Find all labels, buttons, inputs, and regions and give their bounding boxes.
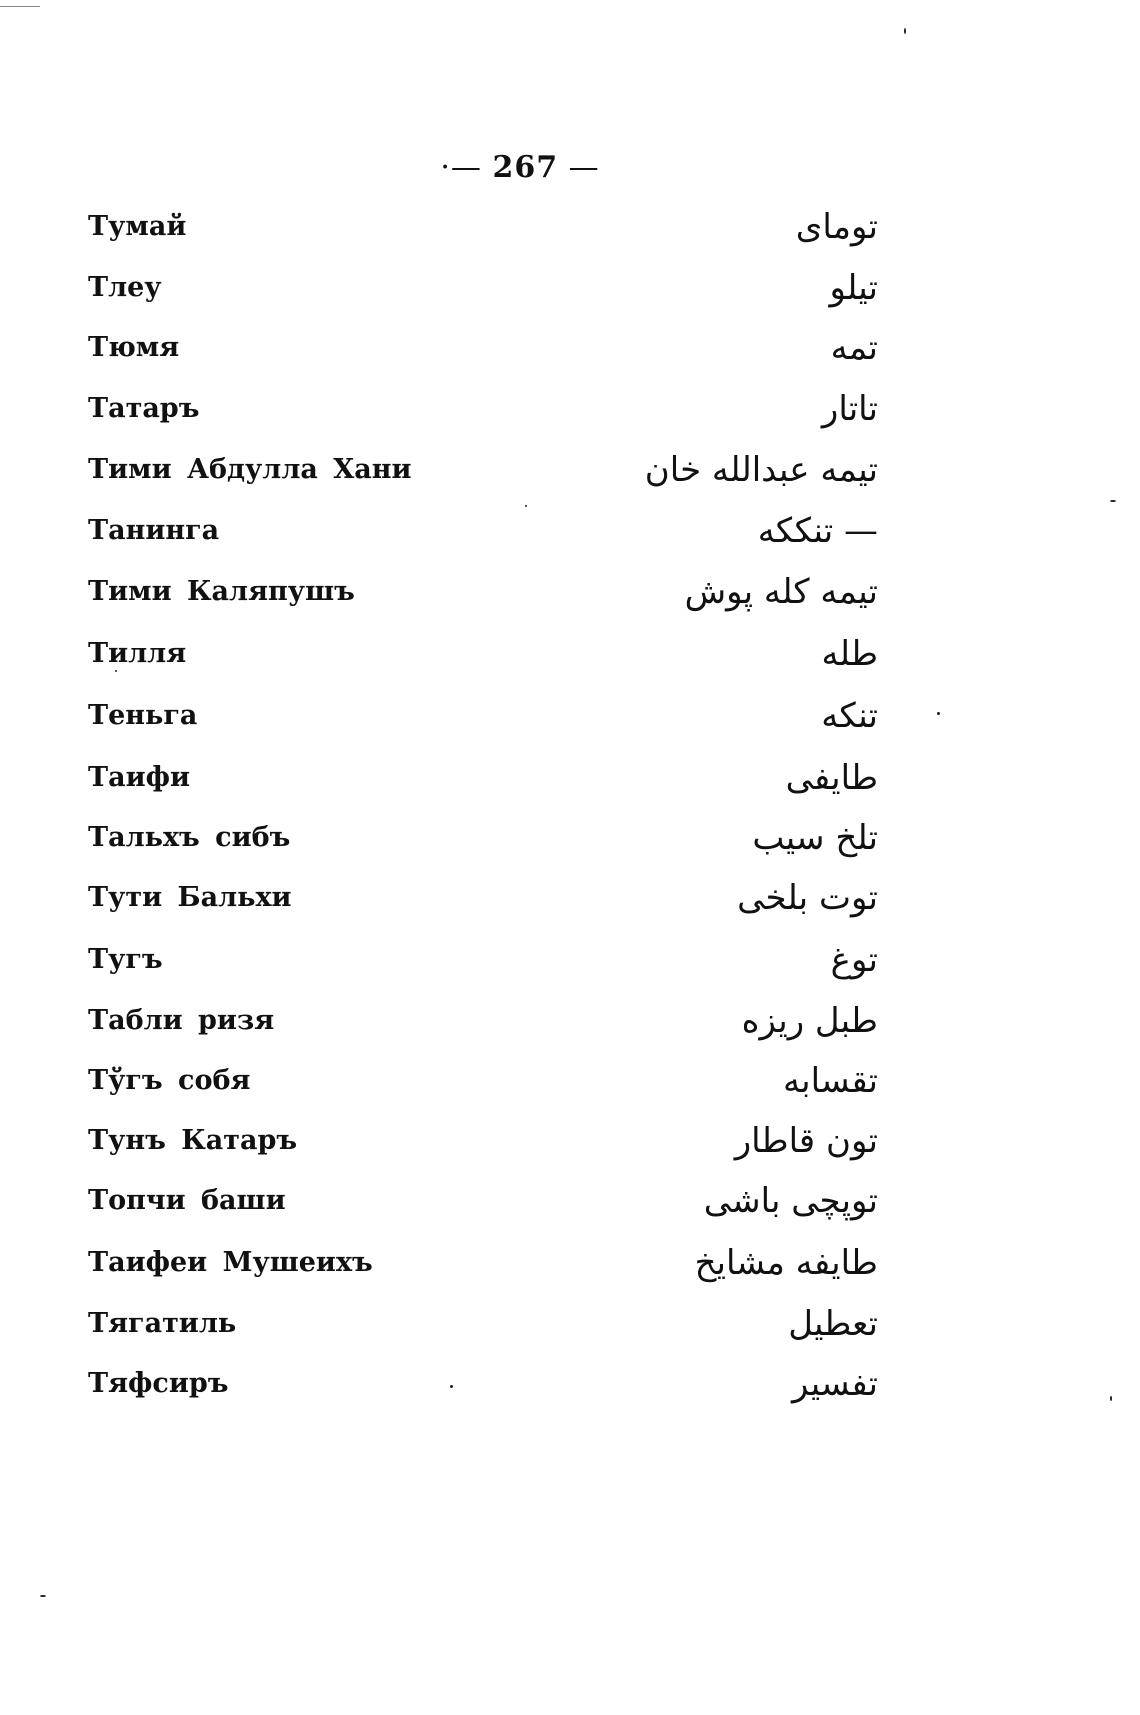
scan-speck xyxy=(450,1385,453,1388)
glossary-entry xyxy=(0,574,1140,634)
russian-term: Тунъ Катаръ xyxy=(88,1125,298,1156)
glossary-entry xyxy=(0,330,1140,390)
persian-term: طبل ریزه xyxy=(741,1001,878,1041)
russian-term: Тюмя xyxy=(88,332,180,363)
glossary-entry xyxy=(0,391,1140,451)
glossary-entry xyxy=(0,1306,1140,1366)
glossary-entry xyxy=(0,880,1140,940)
russian-term: Татаръ xyxy=(88,393,200,424)
persian-term: تنکه xyxy=(821,696,878,736)
glossary-entry xyxy=(0,452,1140,512)
russian-term: Тяфсиръ xyxy=(88,1368,229,1399)
page-header xyxy=(0,150,1140,185)
russian-term: Таифеи Мушеихъ xyxy=(88,1247,373,1278)
glossary-entry xyxy=(0,1123,1140,1183)
russian-term: Тягатиль xyxy=(88,1308,237,1339)
glossary-entry xyxy=(0,1063,1140,1123)
glossary-entry xyxy=(0,942,1140,1002)
russian-term: Тлеу xyxy=(88,272,162,303)
scan-edge-mark xyxy=(0,6,40,7)
persian-term: تون قاطار xyxy=(734,1121,878,1161)
persian-term: تفسیر xyxy=(791,1364,878,1404)
scan-speck xyxy=(525,505,527,507)
russian-term: Топчи баши xyxy=(88,1185,286,1216)
russian-term: Теньга xyxy=(88,700,198,731)
persian-term: طایفی xyxy=(785,758,878,798)
russian-term: Тўгъ собя xyxy=(88,1065,251,1096)
persian-term: تاتار xyxy=(821,389,878,429)
persian-term: توپچی باشی xyxy=(703,1181,878,1221)
glossary-entry xyxy=(0,636,1140,696)
glossary-entry xyxy=(0,1245,1140,1305)
persian-term: تعطیل xyxy=(788,1304,878,1344)
persian-term: تمه xyxy=(830,328,878,368)
russian-term: Тугъ xyxy=(88,944,163,975)
scan-speck xyxy=(1110,500,1116,502)
persian-term: طایفه مشایخ xyxy=(694,1243,878,1283)
glossary-entry xyxy=(0,820,1140,880)
scan-speck xyxy=(1110,1396,1112,1401)
glossary-entry xyxy=(0,270,1140,330)
persian-term: طله xyxy=(821,634,878,674)
persian-term: — تنککه xyxy=(757,511,878,551)
persian-term: تلخ سیب xyxy=(752,818,878,858)
persian-term: تقسابه xyxy=(782,1061,878,1101)
scan-speck xyxy=(115,670,117,672)
glossary-entry xyxy=(0,513,1140,573)
russian-term: Таифи xyxy=(88,762,190,793)
russian-term: Тути Бальхи xyxy=(88,882,292,913)
russian-term: Тумай xyxy=(88,211,187,242)
russian-term: Табли ризя xyxy=(88,1005,275,1036)
persian-term: توغ xyxy=(830,940,878,980)
scan-speck xyxy=(937,712,940,715)
glossary-entry xyxy=(0,1183,1140,1243)
persian-term: تومای xyxy=(795,207,878,247)
russian-term: Тилля xyxy=(88,638,187,669)
persian-term: تیمه کله پوش xyxy=(684,572,878,612)
russian-term: Танинга xyxy=(88,515,220,546)
russian-term: Тими Абдулла Хани xyxy=(88,454,412,485)
scan-speck xyxy=(40,1595,46,1597)
glossary-entry xyxy=(0,760,1140,820)
glossary-entry xyxy=(0,698,1140,758)
scan-speck xyxy=(904,28,906,34)
russian-term: Тими Каляпушъ xyxy=(88,576,355,607)
glossary-entry xyxy=(0,209,1140,269)
page-number: ·— 267 — xyxy=(440,150,599,185)
russian-term: Тальхъ сибъ xyxy=(88,822,291,853)
persian-term: تیلو xyxy=(829,268,878,308)
persian-term: توت بلخی xyxy=(737,878,878,918)
glossary-entry xyxy=(0,1366,1140,1426)
glossary-entry xyxy=(0,1003,1140,1063)
persian-term: تیمه عبدالله خان xyxy=(644,450,878,490)
